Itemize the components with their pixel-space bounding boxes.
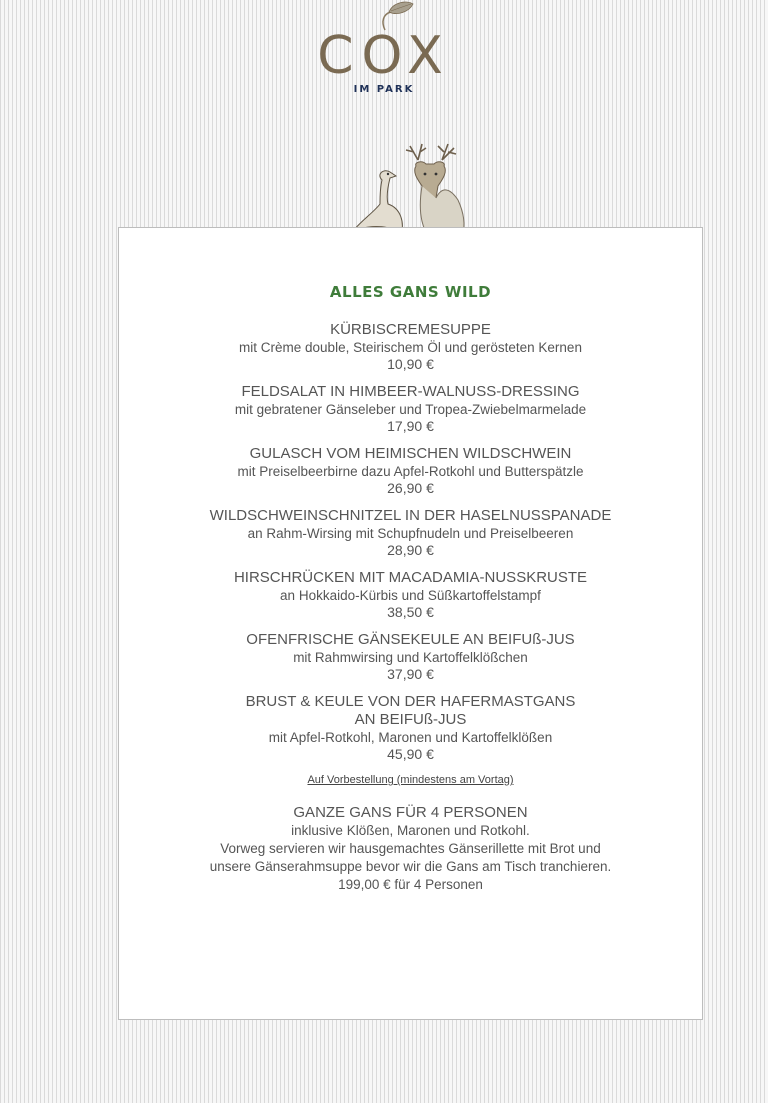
dish-price: 26,90 €: [387, 480, 434, 496]
dish-description: an Hokkaido-Kürbis und Süßkartoffelstampf: [280, 588, 541, 603]
dish-name: OFENFRISCHE GÄNSEKEULE AN BEIFUß-JUS: [246, 631, 575, 648]
special-item: [119, 804, 702, 894]
dish-description: mit Apfel-Rotkohl, Maronen und Kartoffelklößen: [268, 730, 553, 745]
dish-description: Vorweg servieren wir hausgemachtes Gänserillette mit Brot und: [220, 841, 601, 856]
dish-description: mit gebratener Gänseleber und Tropea-Zwiebelmarmelade: [234, 402, 587, 417]
logo: [0, 26, 768, 95]
dish-price: 37,90 €: [387, 666, 434, 682]
dish-description: mit Preiselbeerbirne dazu Apfel-Rotkohl und Butterspätzle: [237, 464, 584, 479]
dish-price: 28,90 €: [387, 542, 434, 558]
menu-card: [118, 227, 703, 1020]
leaf-icon: [375, 0, 415, 32]
dish-name: FELDSALAT IN HIMBEER-WALNUSS-DRESSING: [241, 383, 580, 400]
menu-title: ALLES GANS WILD: [329, 283, 492, 301]
dish-description: mit Crème double, Steirischem Öl und gerösteten Kernen: [239, 340, 582, 355]
menu-item: [119, 569, 702, 621]
logo-subtitle: IM PARK: [353, 84, 415, 95]
dish-name: WILDSCHWEINSCHNITZEL IN DER HASELNUSSPANADE: [209, 507, 612, 524]
dish-name: GULASCH VOM HEIMISCHEN WILDSCHWEIN: [249, 445, 572, 462]
dish-name: KÜRBISCREMESUPPE: [330, 321, 491, 338]
dish-price: 38,50 €: [387, 604, 434, 620]
menu-item: [119, 445, 702, 497]
dish-price: 17,90 €: [387, 418, 434, 434]
menu-item: [119, 631, 702, 683]
dish-name-continued: AN BEIFUß-JUS: [354, 711, 467, 728]
dish-name: GANZE GANS FÜR 4 PERSONEN: [293, 804, 528, 821]
dish-name: HIRSCHRÜCKEN MIT MACADAMIA-NUSSKRUSTE: [233, 569, 588, 586]
dish-description: inklusive Klößen, Maronen und Rotkohl.: [291, 823, 530, 838]
dish-description: an Rahm-Wirsing mit Schupfnudeln und Preiselbeeren: [247, 526, 574, 541]
dish-price: 10,90 €: [387, 356, 434, 372]
logo-wordmark: COX: [317, 30, 451, 82]
menu-item: [119, 507, 702, 559]
dish-description: mit Rahmwirsing und Kartoffelklößchen: [293, 650, 528, 665]
menu-item: [119, 383, 702, 435]
dish-description: unsere Gänserahmsuppe bevor wir die Gans am Tisch tranchieren.: [209, 859, 612, 874]
menu-item: [119, 693, 702, 763]
dish-price: 45,90 €: [387, 746, 434, 762]
dish-price: 199,00 € für 4 Personen: [338, 877, 483, 892]
pre-order-note: Auf Vorbestellung (mindestens am Vortag): [307, 774, 514, 786]
dish-name: BRUST & KEULE VON DER HAFERMASTGANS: [245, 693, 576, 710]
menu-item: [119, 321, 702, 373]
